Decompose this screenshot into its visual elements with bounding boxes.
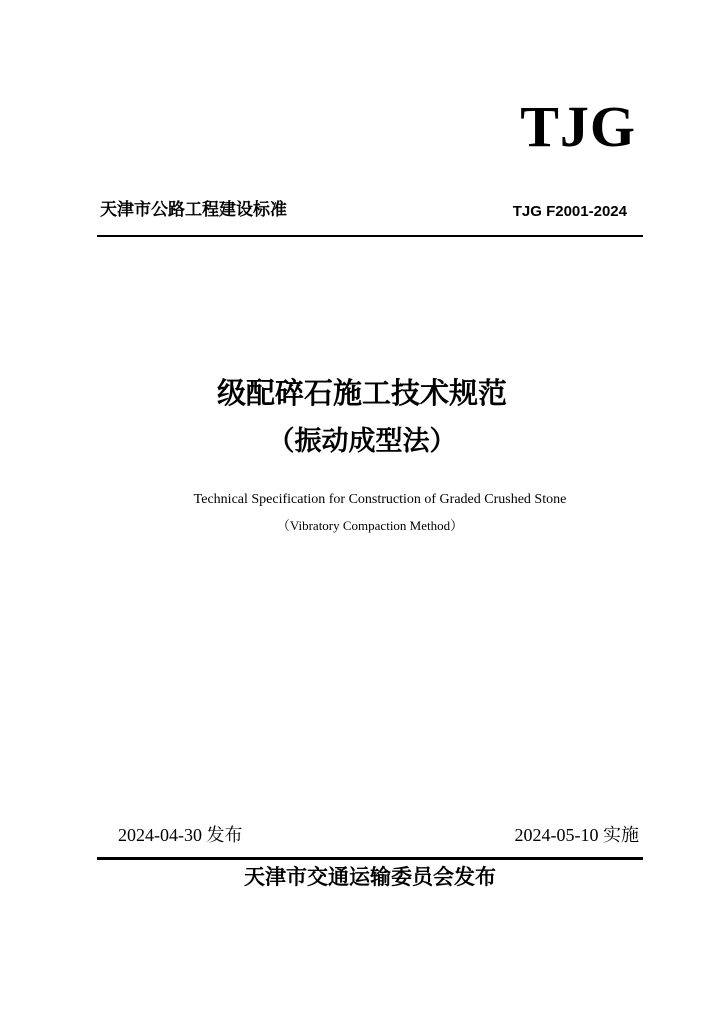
implementation-date: 2024-05-10 实施	[514, 825, 639, 845]
issue-date: 2024-04-30 发布	[118, 825, 243, 845]
publisher: 天津市交通运输委员会发布	[244, 864, 496, 889]
document-title-en: Technical Specification for Construction of Graded Crushed Stone	[193, 492, 567, 507]
standard-logo: TJG	[520, 94, 636, 159]
document-title-cn: 级配碎石施工技术规范	[216, 376, 507, 410]
header-divider	[97, 235, 643, 237]
document-subtitle-cn: （振动成型法）	[267, 426, 457, 457]
document-subtitle-en: （Vibratory Compaction Method）	[276, 518, 464, 533]
standard-series-label: 天津市公路工程建设标准	[100, 200, 287, 220]
footer-divider	[97, 857, 643, 860]
standard-number: TJG F2001-2024	[512, 203, 627, 220]
